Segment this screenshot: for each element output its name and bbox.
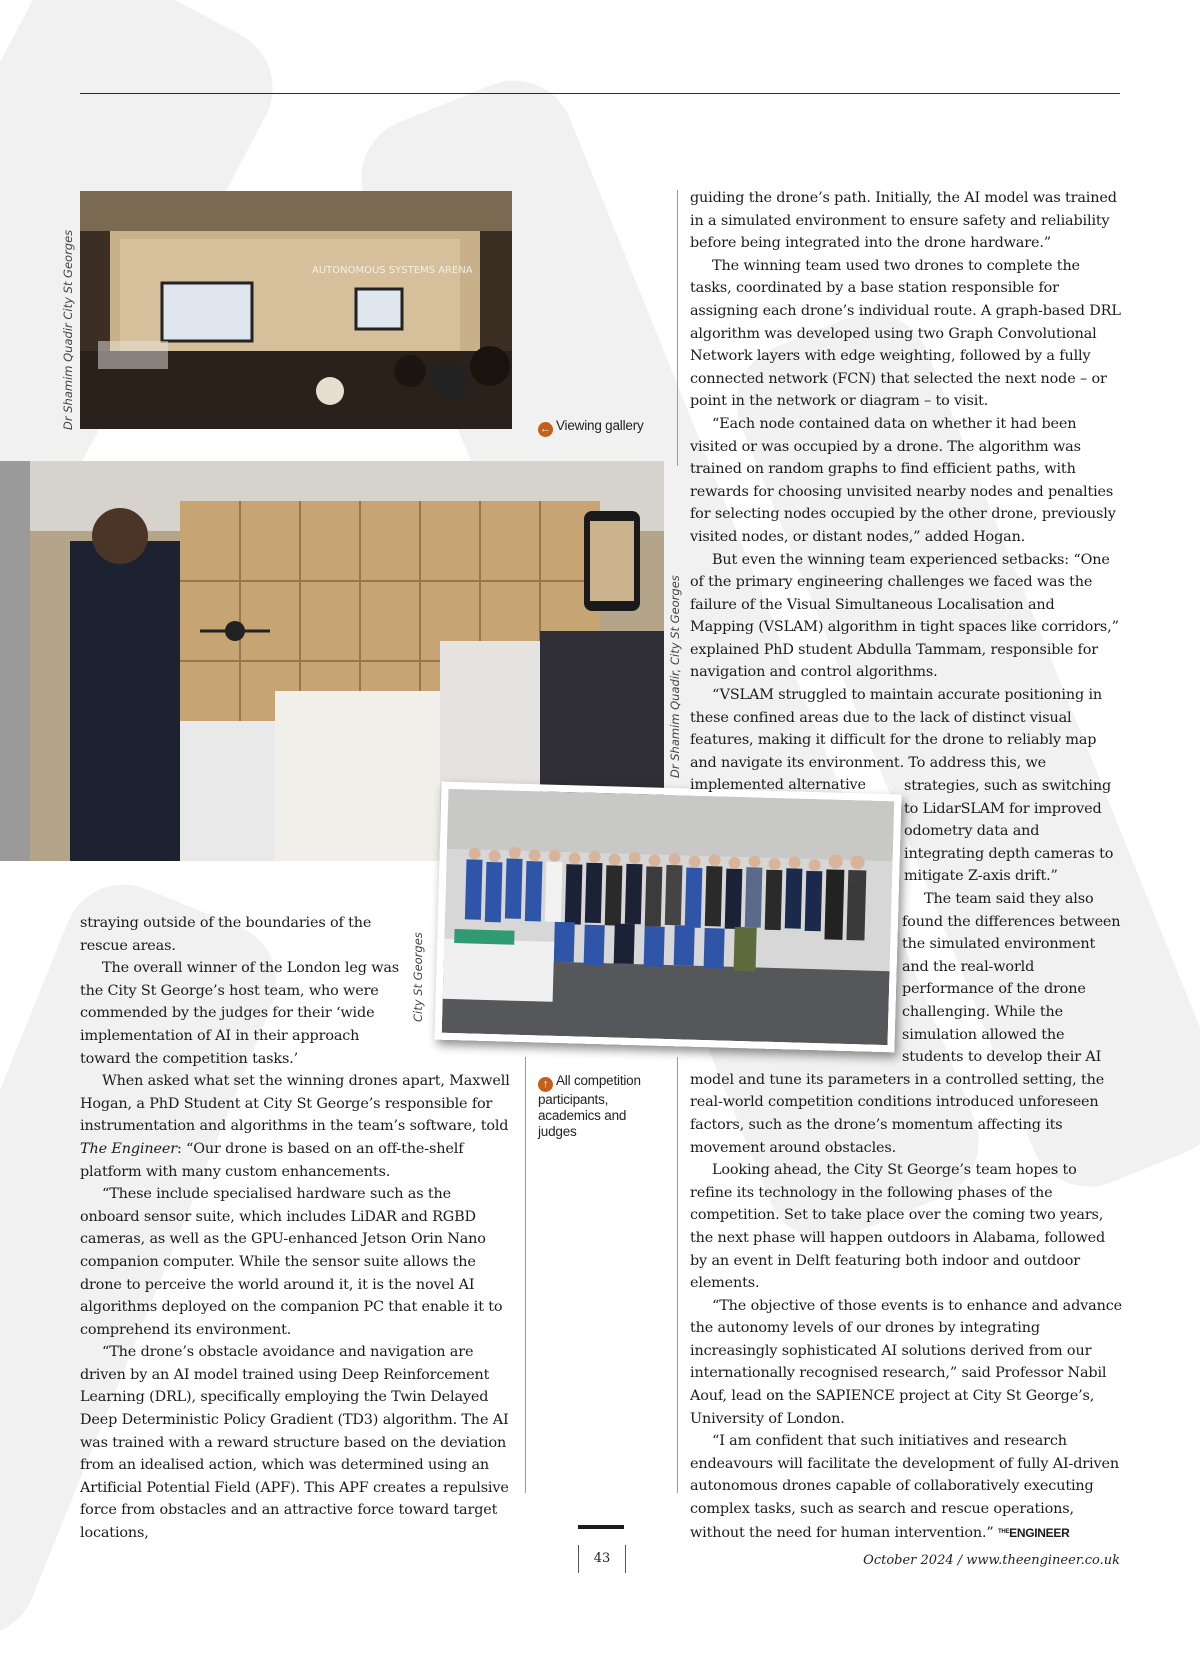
paragraph: Looking ahead, the City St George’s team hopes to refine its technology in the following phases of the competition. Set to take place over the coming two years, the next phase will happen outdoors in Alabama, followed by an event in Delft featuring both indoor and outdoor elements.: [690, 1162, 1106, 1292]
top-rule: [80, 93, 1120, 94]
paragraph: strategies, such as switching to LidarSLAM for improved odometry data and integrating depth cameras to mitigate Z-axis drift.”: [904, 778, 1114, 885]
paragraph-text: The team said they also found the differences between the simulated environment and the real-world performance of the drone challenging. While the simulation allowed the students to develop their AI model and tune its parameters in a controlled setting, the real-world competition conditions introduced unforeseen factors, such as the drone’s momentum affecting its movement around obstacles.: [690, 891, 1121, 1156]
footer-date-url: October 2024 / www.theengineer.co.uk: [863, 1553, 1120, 1568]
caption-viewing-gallery: [538, 418, 658, 437]
column-rule: [677, 1057, 678, 1493]
photo-credit: City St Georges: [411, 932, 425, 1022]
viewing-gallery-photo: [80, 191, 512, 429]
the-engineer-logo: [998, 1526, 1069, 1540]
folio-bar: [578, 1525, 624, 1529]
paragraph: [690, 888, 1122, 1159]
photo-credit: Dr Shamim Quadir, City St Georges: [668, 575, 682, 778]
article-right-column-top: [690, 187, 1122, 797]
caption-text: All competition participants, academics and judges: [538, 1073, 641, 1139]
column-rule: [677, 190, 678, 466]
arena-sign: AUTONOMOUS SYSTEMS ARENA: [312, 265, 473, 276]
paragraph-text: When asked what set the winning drones apart, Maxwell Hogan, a PhD Student at City St George’s responsible for instrumentation and algorithms in the team’s software, told: [80, 1073, 510, 1135]
paragraph: guiding the drone’s path. Initially, the AI model was trained in a simulated environment to ensure safety and reliability before being integrated into the drone hardware.”: [690, 190, 1117, 252]
page-number: 43: [578, 1545, 626, 1573]
paragraph: [690, 1430, 1122, 1544]
paragraph: The overall winner of the London leg was the City St George’s host team, who were commended by the judges for their ‘wide implementation of AI in their approach toward the competition tasks.’: [80, 960, 400, 1067]
arrow-left-icon: ←: [538, 422, 553, 437]
paragraph: [80, 1070, 510, 1183]
paragraph-text: “I am confident that such initiatives and research endeavours will facilitate the development of fully AI-driven autonomous drones capable of collaboratively executing complex tasks, such as search and rescue operations, without the need for human intervention.”: [690, 1433, 1119, 1541]
column-rule: [525, 1057, 526, 1493]
article-left-column: [80, 912, 510, 1545]
paragraph: “VSLAM struggled to maintain accurate positioning in these confined areas due to the lack of distinct visual features, making it difficult for the drone to reliably map and navigate its environment. To address this, we implemented alternative: [690, 687, 1103, 794]
paragraph: The winning team used two drones to complete the tasks, coordinated by a base station responsible for assigning each drone’s individual route. A graph-based DRL algorithm was developed using two Graph Convolutional Network layers with edge weighting, followed by a fully connected network (FCN) that selected the next node – or point in the network or diagram – to visit.: [690, 257, 1121, 410]
caption-text: Viewing gallery: [556, 418, 644, 433]
logo-text: ENGINEER: [1009, 1525, 1070, 1540]
publication-name: The Engineer: [80, 1140, 177, 1157]
paragraph: “The drone’s obstacle avoidance and navigation are driven by an AI model trained using Deep Reinforcement Learning (DRL), specifically employing the Twin Delayed Deep Deterministic Policy Gradient (TD3) algorithm. The AI was trained with a reward structure based on the deviation from an idealised action, which was determined using an Artificial Potential Field (APF). This APF creates a repulsive force from obstacles and an attractive force toward target locations,: [80, 1344, 509, 1542]
paragraph: “Each node contained data on whether it had been visited or was occupied by a drone. The algorithm was trained on random graphs to find efficient paths, with rewards for choosing unvisited nearby nodes and penalties for selecting nodes occupied by the other drone, previously visited nodes, or distant nodes,” added Hogan.: [690, 415, 1116, 545]
paragraph: “These include specialised hardware such as the onboard sensor suite, which includes LiDAR and RGBD cameras, as well as the GPU-enhanced Jetson Orin Nano companion computer. While the sensor suite allows the drone to perceive the world around it, it is the novel AI algorithms deployed on the companion PC that enable it to comprehend its environment.: [80, 1186, 503, 1338]
caption-participants: [538, 1073, 664, 1140]
paragraph: straying outside of the boundaries of the rescue areas.: [80, 915, 372, 954]
logo-small: THE: [998, 1528, 1010, 1535]
article-right-column-wrap: [904, 775, 1122, 888]
paragraph-text: : “Our drone is based on an off-the-shelf platform with many custom enhancements.: [80, 1140, 464, 1180]
paragraph: “The objective of those events is to enhance and advance the autonomy levels of our drones by integrating increasingly sophisticated AI solutions derived from our internationally recognised research,” said Professor Nabil Aouf, lead on the SAPIENCE project at City St George’s, University of London.: [690, 1297, 1122, 1427]
paragraph: But even the winning team experienced setbacks: “One of the primary engineering challenges we faced was the failure of the Visual Simultaneous Localisation and Mapping (VSLAM) algorithm in tight spaces like corridors,” explained PhD student Abdulla Tammam, responsible for navigation and control algorithms.: [690, 551, 1119, 681]
text-wrap-spacer: [690, 888, 902, 1068]
arrow-up-icon: ↑: [538, 1077, 553, 1092]
photo-credit: Dr Shamim Quadir City St Georges: [61, 229, 75, 430]
article-right-column-wrap: [690, 888, 1122, 1544]
